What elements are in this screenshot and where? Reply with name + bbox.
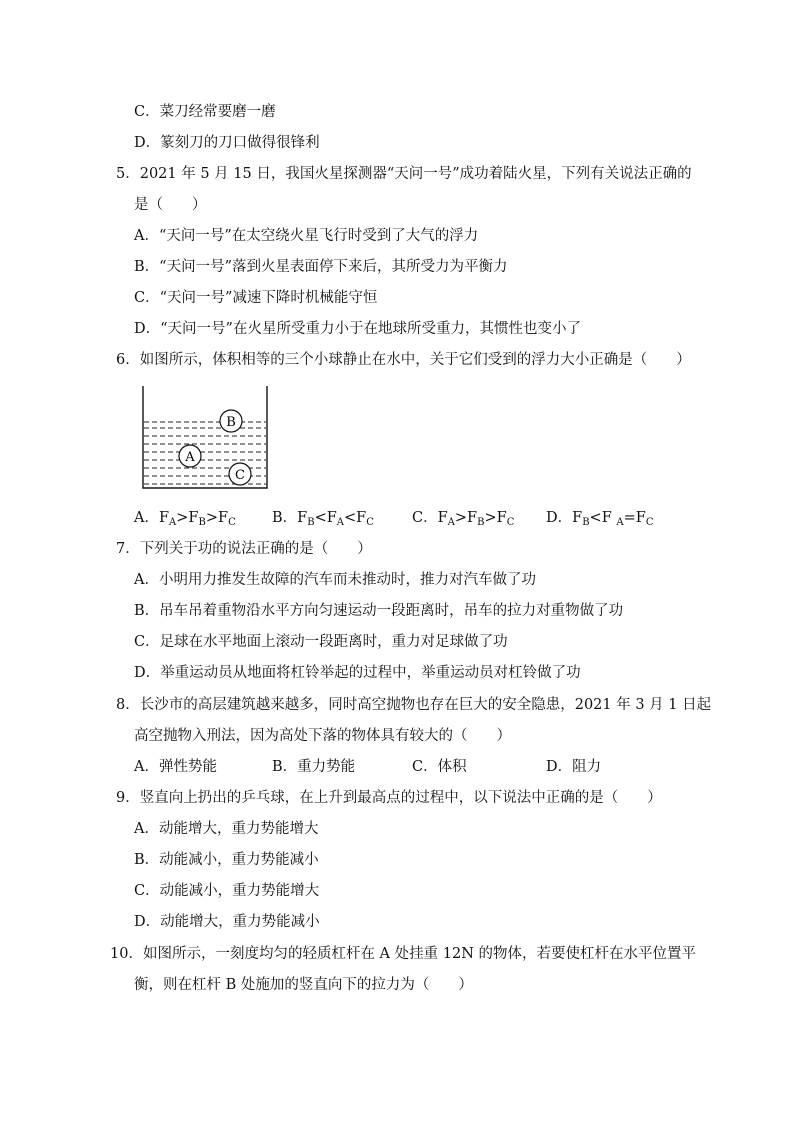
q6-option-d: D．$F_B<F$ $_A=F_C$ [546,510,654,528]
q8-stem-line2: 高空抛物入刑法，因为高处下落的物体具有较大的（ ） [134,728,511,744]
q7-option-c: C．足球在水平地面上滚动一段距离时，重力对足球做了功 [134,634,508,650]
q7-stem: 7．下列关于功的说法正确的是（ ） [116,541,372,557]
q5-stem-line2: 是（ ） [134,197,207,213]
q7-option-d: D．举重运动员从地面将杠铃举起的过程中，举重运动员对杠铃做了功 [134,665,581,681]
q6-option-c: C．$F_A>F_B>F_C$ [412,510,515,528]
q9-option-b: B．动能减小，重力势能减小 [134,852,319,868]
q9-option-d: D．动能增大，重力势能减小 [134,914,320,930]
q8-option-d: D．阻力 [546,759,602,775]
ball-c [229,463,251,485]
q8-stem-line1: 8．长沙市的高层建筑越来越多，同时高空抛物也存在巨大的安全隐患，2021 年 3 月 1 日起 [116,697,712,713]
q5-option-d: D．“天问一号”在火星所受重力小于在地球所受重力，其惯性也变小了 [134,321,581,337]
ball-a-label: A [185,450,195,465]
q7-option-b: B．吊车吊着重物沿水平方向匀速运动一段距离时，吊车的拉力对重物做了功 [134,603,624,619]
q8-option-a: A．弹性势能 [134,759,217,775]
q5-stem-line1: 5．2021 年 5 月 15 日，我国火星探测器“天问一号”成功着陆火星，下列有关说法正确的 [116,166,692,182]
ball-c-label: C [235,468,245,483]
q4-option-c: C．菜刀经常要磨一磨 [134,104,276,120]
q8-option-c: C．体积 [412,759,467,775]
q7-option-a: A．小明用力推发生故障的汽车而未推动时，推力对汽车做了功 [134,572,536,588]
q6-container-figure [138,384,274,492]
ball-a [179,445,201,467]
q5-option-c: C．“天问一号”减速下降时机械能守恒 [134,290,378,306]
q6-option-a: A．$F_A>F_B>F_C$ [134,510,236,528]
q8-option-b: B．重力势能 [272,759,356,775]
ball-b [220,410,242,432]
q10-stem-line1: 10．如图所示，一刻度均匀的轻质杠杆在 A 处挂重 12N 的物体，若要使杠杆在水平位置平 [110,946,696,962]
q6-stem: 6．如图所示，体积相等的三个小球静止在水中，关于它们受到的浮力大小正确是（ ） [116,352,691,368]
q10-stem-line2: 衡，则在杠杆 B 处施加的竖直向下的拉力为（ ） [134,977,473,993]
q9-stem: 9．竖直向上扔出的乒乓球，在上升到最高点的过程中，以下说法中正确的是（ ） [116,790,662,806]
q5-option-a: A．“天问一号”在太空绕火星飞行时受到了大气的浮力 [134,228,479,244]
q9-option-a: A．动能增大，重力势能增大 [134,821,319,837]
q5-option-b: B．“天问一号”落到火星表面停下来后，其所受力为平衡力 [134,259,508,275]
q4-option-d: D．篆刻刀的刀口做得很锋利 [134,135,320,151]
ball-b-label: B [226,415,236,430]
q6-option-b: B．$F_B<F_A<F_C$ [272,510,374,528]
q9-option-c: C．动能减小，重力势能增大 [134,883,320,899]
